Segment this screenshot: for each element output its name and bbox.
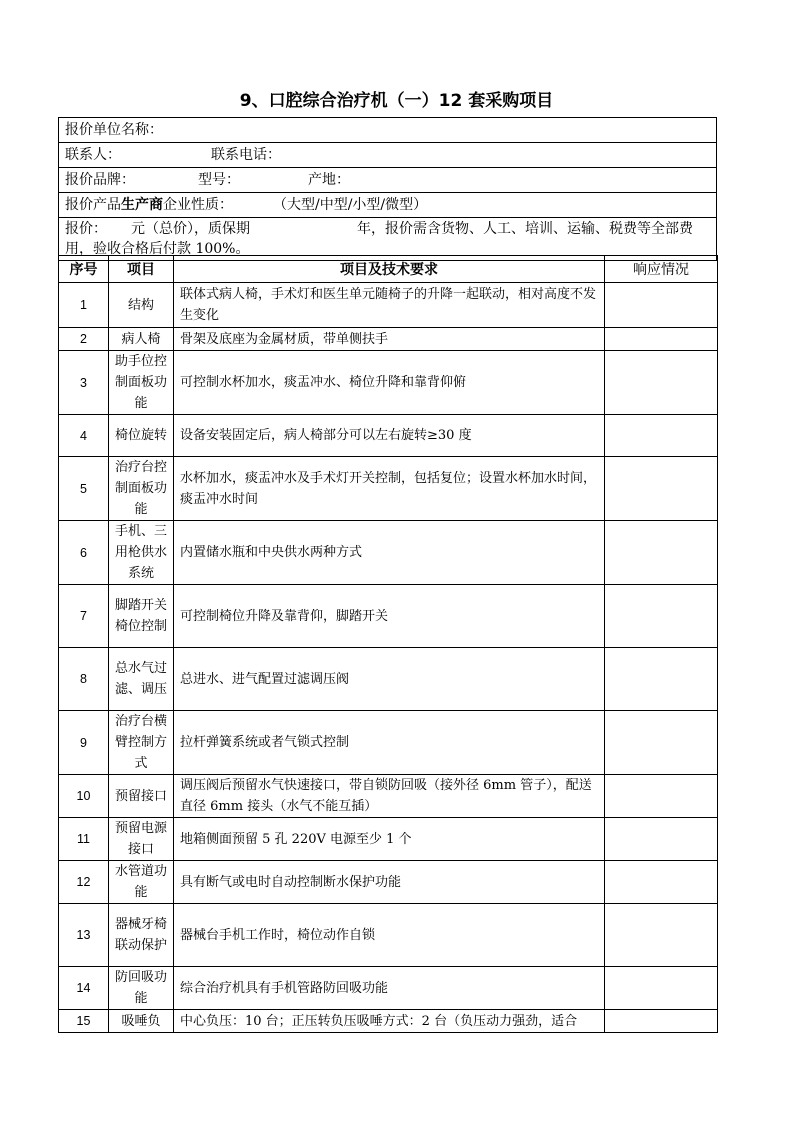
contact-cell (59, 143, 717, 168)
row-resp (605, 967, 718, 1010)
row-item: 结构 (109, 283, 174, 328)
contact-label: 联系人： (65, 147, 121, 163)
row-no: 2 (59, 328, 109, 351)
producer-cell (59, 193, 717, 218)
row-resp (605, 1010, 718, 1033)
row-resp (605, 328, 718, 351)
producer-prefix: 报价产品 (65, 197, 121, 213)
origin-label: 产地： (308, 172, 350, 188)
row-item: 预留接口 (109, 775, 174, 818)
row-resp (605, 711, 718, 775)
page-title: 9、口腔综合治疗机（一）12 套采购项目 (239, 91, 554, 111)
row-item: 水管道功能 (109, 861, 174, 904)
row-resp (605, 457, 718, 521)
row-req: 设备安装固定后，病人椅部分可以左右旋转≥30 度 (174, 415, 605, 457)
row-resp (605, 585, 718, 648)
phone-label: 联系电话： (211, 147, 281, 163)
table-row (59, 351, 718, 415)
row-no: 6 (59, 521, 109, 585)
row-no: 15 (59, 1010, 109, 1033)
spec-table (58, 255, 718, 1033)
table-row (59, 861, 718, 904)
row-item: 吸唾负 (109, 1010, 174, 1033)
price-text-2: 年，报价需含货物、人工、培训、运输、税费等全部费用，验收合格后付款 100%。 (65, 221, 693, 257)
row-req: 可控制水杯加水，痰盂冲水、椅位升降和靠背仰俯 (174, 351, 605, 415)
header-no: 序号 (59, 256, 109, 283)
row-req: 器械台手机工作时，椅位动作自锁 (174, 904, 605, 967)
row-no: 10 (59, 775, 109, 818)
header-row (59, 256, 718, 283)
row-no: 12 (59, 861, 109, 904)
row-item: 器械牙椅联动保护 (109, 904, 174, 967)
model-label: 型号： (198, 172, 240, 188)
quote-info-table (58, 117, 717, 261)
table-row (59, 521, 718, 585)
row-item: 防回吸功能 (109, 967, 174, 1010)
row-item: 助手位控制面板功能 (109, 351, 174, 415)
row-no: 7 (59, 585, 109, 648)
producer-options: （大型/中型/小型/微型） (273, 197, 428, 213)
row-resp (605, 861, 718, 904)
row-no: 8 (59, 648, 109, 711)
row-resp (605, 818, 718, 861)
row-resp (605, 351, 718, 415)
producer-suffix: 企业性质： (163, 197, 233, 213)
table-row (59, 585, 718, 648)
row-req: 联体式病人椅，手术灯和医生单元随椅子的升降一起联动，相对高度不发生变化 (174, 283, 605, 328)
price-text-1: 元（总价），质保期 (131, 221, 250, 237)
row-resp (605, 775, 718, 818)
row-no: 13 (59, 904, 109, 967)
row-req: 内置储水瓶和中央供水两种方式 (174, 521, 605, 585)
row-resp (605, 648, 718, 711)
row-item: 预留电源接口 (109, 818, 174, 861)
company-row (59, 118, 717, 143)
header-resp: 响应情况 (605, 256, 718, 283)
price-label: 报价： (65, 221, 107, 237)
row-no: 14 (59, 967, 109, 1010)
row-item: 治疗台横臂控制方式 (109, 711, 174, 775)
row-req: 综合治疗机具有手机管路防回吸功能 (174, 967, 605, 1010)
brand-label: 报价品牌： (65, 172, 135, 188)
producer-bold: 生产商 (121, 197, 163, 213)
company-label: 报价单位名称： (65, 122, 163, 138)
row-resp (605, 415, 718, 457)
producer-row (59, 193, 717, 218)
row-item: 脚踏开关椅位控制 (109, 585, 174, 648)
row-no: 11 (59, 818, 109, 861)
row-no: 9 (59, 711, 109, 775)
table-row (59, 648, 718, 711)
row-req: 中心负压：10 台；正压转负压吸唾方式：2 台（负压动力强劲，适合 (174, 1010, 605, 1033)
row-item: 治疗台控制面板功能 (109, 457, 174, 521)
table-row (59, 1010, 718, 1033)
row-req: 具有断气或电时自动控制断水保护功能 (174, 861, 605, 904)
table-row (59, 328, 718, 351)
row-req: 水杯加水，痰盂冲水及手术灯开关控制，包括复位；设置水杯加水时间，痰盂冲水时间 (174, 457, 605, 521)
row-item: 手机、三用枪供水系统 (109, 521, 174, 585)
row-item: 病人椅 (109, 328, 174, 351)
brand-cell (59, 168, 717, 193)
row-no: 5 (59, 457, 109, 521)
row-resp (605, 521, 718, 585)
table-row (59, 967, 718, 1010)
row-no: 1 (59, 283, 109, 328)
table-row (59, 415, 718, 457)
row-item: 椅位旋转 (109, 415, 174, 457)
table-row (59, 775, 718, 818)
row-req: 骨架及底座为金属材质，带单侧扶手 (174, 328, 605, 351)
company-cell (59, 118, 717, 143)
contact-row (59, 143, 717, 168)
row-req: 调压阀后预留水气快速接口，带自锁防回吸（接外径 6mm 管子），配送直径 6mm 接头（水气不能互插） (174, 775, 605, 818)
row-req: 可控制椅位升降及靠背仰，脚踏开关 (174, 585, 605, 648)
header-item: 项目 (109, 256, 174, 283)
row-no: 3 (59, 351, 109, 415)
table-row (59, 711, 718, 775)
brand-row (59, 168, 717, 193)
table-row (59, 904, 718, 967)
row-req: 拉杆弹簧系统或者气锁式控制 (174, 711, 605, 775)
row-resp (605, 283, 718, 328)
row-item: 总水气过滤、调压 (109, 648, 174, 711)
table-row (59, 818, 718, 861)
header-req: 项目及技术要求 (174, 256, 605, 283)
row-no: 4 (59, 415, 109, 457)
row-req: 总进水、进气配置过滤调压阀 (174, 648, 605, 711)
row-resp (605, 904, 718, 967)
row-req: 地箱侧面预留 5 孔 220V 电源至少 1 个 (174, 818, 605, 861)
table-row (59, 283, 718, 328)
table-row (59, 457, 718, 521)
